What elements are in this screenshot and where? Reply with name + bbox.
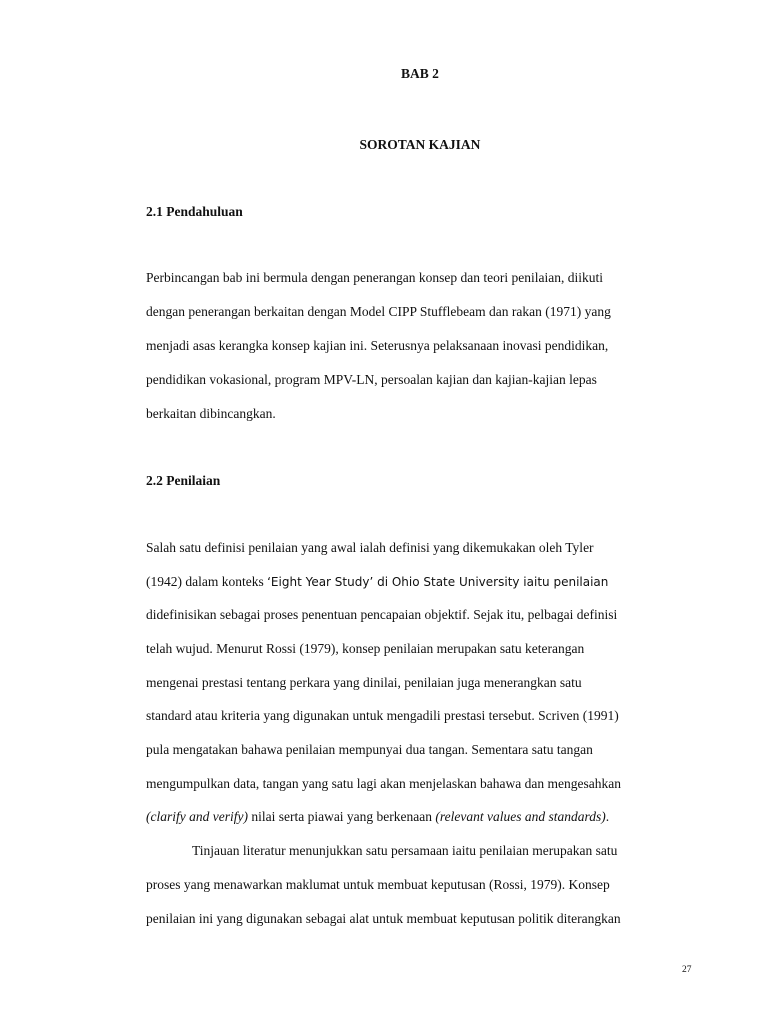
- italic-phrase: (relevant values and standards): [435, 809, 606, 824]
- paragraph-line: [146, 574, 608, 590]
- paragraph-line: didefinisikan sebagai proses penentuan pencapaian objektif. Sejak itu, pelbagai definisi: [146, 607, 618, 622]
- section-heading-pendahuluan: 2.1 Pendahuluan: [146, 204, 243, 219]
- line-segment: (1942) dalam konteks: [146, 574, 268, 589]
- line-segment: nilai serta piawai yang berkenaan: [247, 809, 436, 824]
- line-segment-sans: ‘Eight Year Study’ di Ohio State University iaitu penilaian: [267, 575, 609, 589]
- paragraph-line: telah wujud. Menurut Rossi (1979), konsep penilaian merupakan satu keterangan: [146, 641, 585, 656]
- paragraph-line: dengan penerangan berkaitan dengan Model CIPP Stufflebeam dan rakan (1971) yang: [146, 304, 611, 319]
- italic-phrase: (clarify and verify): [146, 809, 248, 824]
- paragraph-line: proses yang menawarkan maklumat untuk membuat keputusan (Rossi, 1979). Konsep: [146, 877, 610, 892]
- page-number: 27: [682, 965, 692, 975]
- paragraph-line: penilaian ini yang digunakan sebagai alat untuk membuat keputusan politik diterangkan: [146, 911, 621, 926]
- paragraph-line: Salah satu definisi penilaian yang awal ialah definisi yang dikemukakan oleh Tyler: [146, 540, 594, 555]
- chapter-label: BAB 2: [401, 66, 439, 81]
- paragraph-line: mengenai prestasi tentang perkara yang dinilai, penilaian juga menerangkan satu: [146, 675, 582, 690]
- chapter-title: SOROTAN KAJIAN: [359, 137, 481, 152]
- paragraph-line: [146, 809, 609, 825]
- paragraph-line: pula mengatakan bahawa penilaian mempunyai dua tangan. Sementara satu tangan: [146, 742, 593, 757]
- paragraph-line: menjadi asas kerangka konsep kajian ini. Seterusnya pelaksanaan inovasi pendidikan,: [146, 338, 609, 353]
- paragraph-line: pendidikan vokasional, program MPV-LN, persoalan kajian dan kajian-kajian lepas: [146, 372, 597, 387]
- paragraph-line: berkaitan dibincangkan.: [146, 406, 276, 421]
- line-segment: .: [605, 809, 610, 824]
- paragraph-line: mengumpulkan data, tangan yang satu lagi akan menjelaskan bahawa dan mengesahkan: [146, 776, 621, 791]
- paragraph-line-indented: Tinjauan literatur menunjukkan satu persamaan iaitu penilaian merupakan satu: [192, 843, 618, 858]
- paragraph-line: standard atau kriteria yang digunakan untuk mengadili prestasi tersebut. Scriven (1991): [146, 708, 619, 723]
- section-heading-penilaian: 2.2 Penilaian: [146, 473, 221, 488]
- paragraph-line: Perbincangan bab ini bermula dengan penerangan konsep dan teori penilaian, diikuti: [146, 270, 603, 285]
